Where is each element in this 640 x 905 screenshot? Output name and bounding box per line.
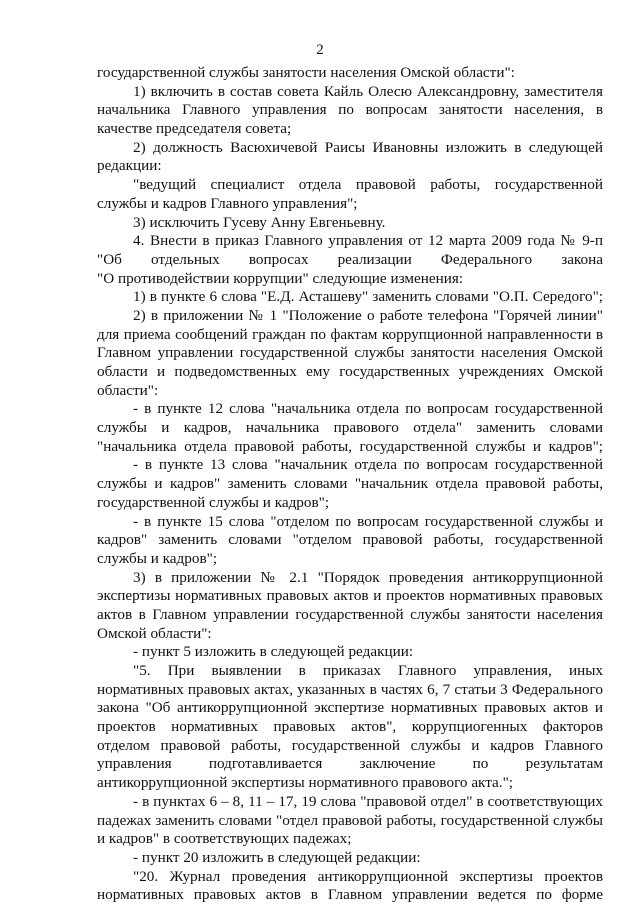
text-line: качестве председателя совета; xyxy=(97,120,292,138)
text-line: области": xyxy=(97,381,159,399)
text-line: "5. При выявлении в приказах Главного управления, иных xyxy=(133,662,603,679)
text-line: государственной службы занятости населения Омской области": xyxy=(97,64,515,81)
text-line: области и подведомственных ему государственных учреждениях Омской xyxy=(97,363,603,380)
text-line: кадров" заменить словами "отделом правовой работы, государственной xyxy=(97,531,603,549)
text-line: "О противодействии коррупции" следующие изменения: xyxy=(97,269,464,287)
text-line: службы и кадров"; xyxy=(97,549,218,567)
text-line: закона "Об антикоррупционной экспертизе нормативных правовых актов и xyxy=(97,699,603,717)
text-line: "начальника отдела правовой работы, государственной службы и кадров"; xyxy=(97,437,603,455)
text-line: нормативных правовых актах, указанных в частях 6, 7 статьи 3 Федерального xyxy=(97,680,603,698)
text-line: "20. Журнал проведения антикоррупционной экспертизы проектов xyxy=(133,867,603,885)
text-line: службы и кадров, начальника правового отдела" заменить словами xyxy=(97,419,603,437)
text-line: редакции: xyxy=(97,157,162,175)
text-line: Главном управлении государственной службы занятости населения Омской xyxy=(97,344,603,362)
text-line: отделом правовой работы, государственной службы и кадров Главного xyxy=(97,736,603,754)
text-line: службы и кадров Главного управления"; xyxy=(97,194,358,212)
text-line: - пункт 20 изложить в следующей редакции: xyxy=(133,848,421,866)
text-line: нормативных правовых актов в Главном управлении ведется по форме xyxy=(97,886,603,904)
text-line: 4. Внести в приказ Главного управления от 12 марта 2009 года № 9-п xyxy=(133,232,603,250)
text-line: 3) в приложении № 2.1 "Порядок проведения антикоррупционной xyxy=(133,568,603,586)
text-line: 2) в приложении № 1 "Положение о работе телефона "Горячей линии" xyxy=(133,306,603,324)
text-line: - пункт 5 изложить в следующей редакции: xyxy=(133,643,414,661)
text-line: - в пункте 13 слова "начальник отдела по вопросам государственной xyxy=(133,456,603,474)
text-line: 1) включить в состав совета Кайль Олесю Александровну, заместителя xyxy=(133,82,603,100)
text-line: и кадров" в соответствующих падежах; xyxy=(97,830,352,848)
text-line: - в пунктах 6 – 8, 11 – 17, 19 слова "правовой отдел" в соответствующих xyxy=(133,792,603,810)
text-line: "ведущий специалист отдела правовой работы, государственной xyxy=(133,176,603,194)
page-number: 2 xyxy=(316,42,324,58)
text-line: 3) исключить Гусеву Анну Евгеньевну. xyxy=(133,213,386,231)
text-line: антикоррупционной экспертизы нормативного правового акта."; xyxy=(97,774,514,792)
text-line: "Об отдельных вопросах реализации Федерального закона xyxy=(97,250,603,268)
text-line: экспертизы нормативных правовых актов и проектов нормативных правовых xyxy=(97,587,603,605)
text-line: 2) должность Васюхичевой Раисы Ивановны изложить в следующей xyxy=(133,138,603,156)
text-line: - в пункте 15 слова "отделом по вопросам государственной службы и xyxy=(133,512,603,530)
text-line: начальника Главного управления по вопросам занятости населения, в xyxy=(97,101,603,119)
text-line: - в пункте 12 слова "начальника отдела по вопросам государственной xyxy=(133,400,603,418)
text-line: для приема сообщений граждан по фактам коррупционной направленности в xyxy=(97,325,603,343)
text-line: Омской области": xyxy=(97,624,212,642)
text-line: службы и кадров" заменить словами "начальник отдела правовой работы, xyxy=(97,475,603,493)
document-body xyxy=(97,64,603,905)
text-line: 1) в пункте 6 слова "Е.Д. Асташеву" заменить словами "О.П. Середого"; xyxy=(133,288,603,306)
text-line: актов в Главном управлении государственной службы занятости населения xyxy=(97,605,603,623)
text-line: государственной службы и кадров"; xyxy=(97,493,330,511)
text-line: проектов нормативных правовых актов", коррупциогенных факторов xyxy=(97,718,603,736)
text-line: управления подготавливается заключение по результатам xyxy=(97,755,603,773)
text-line: падежах заменить словами "отдел правовой работы, государственной службы xyxy=(97,811,603,829)
